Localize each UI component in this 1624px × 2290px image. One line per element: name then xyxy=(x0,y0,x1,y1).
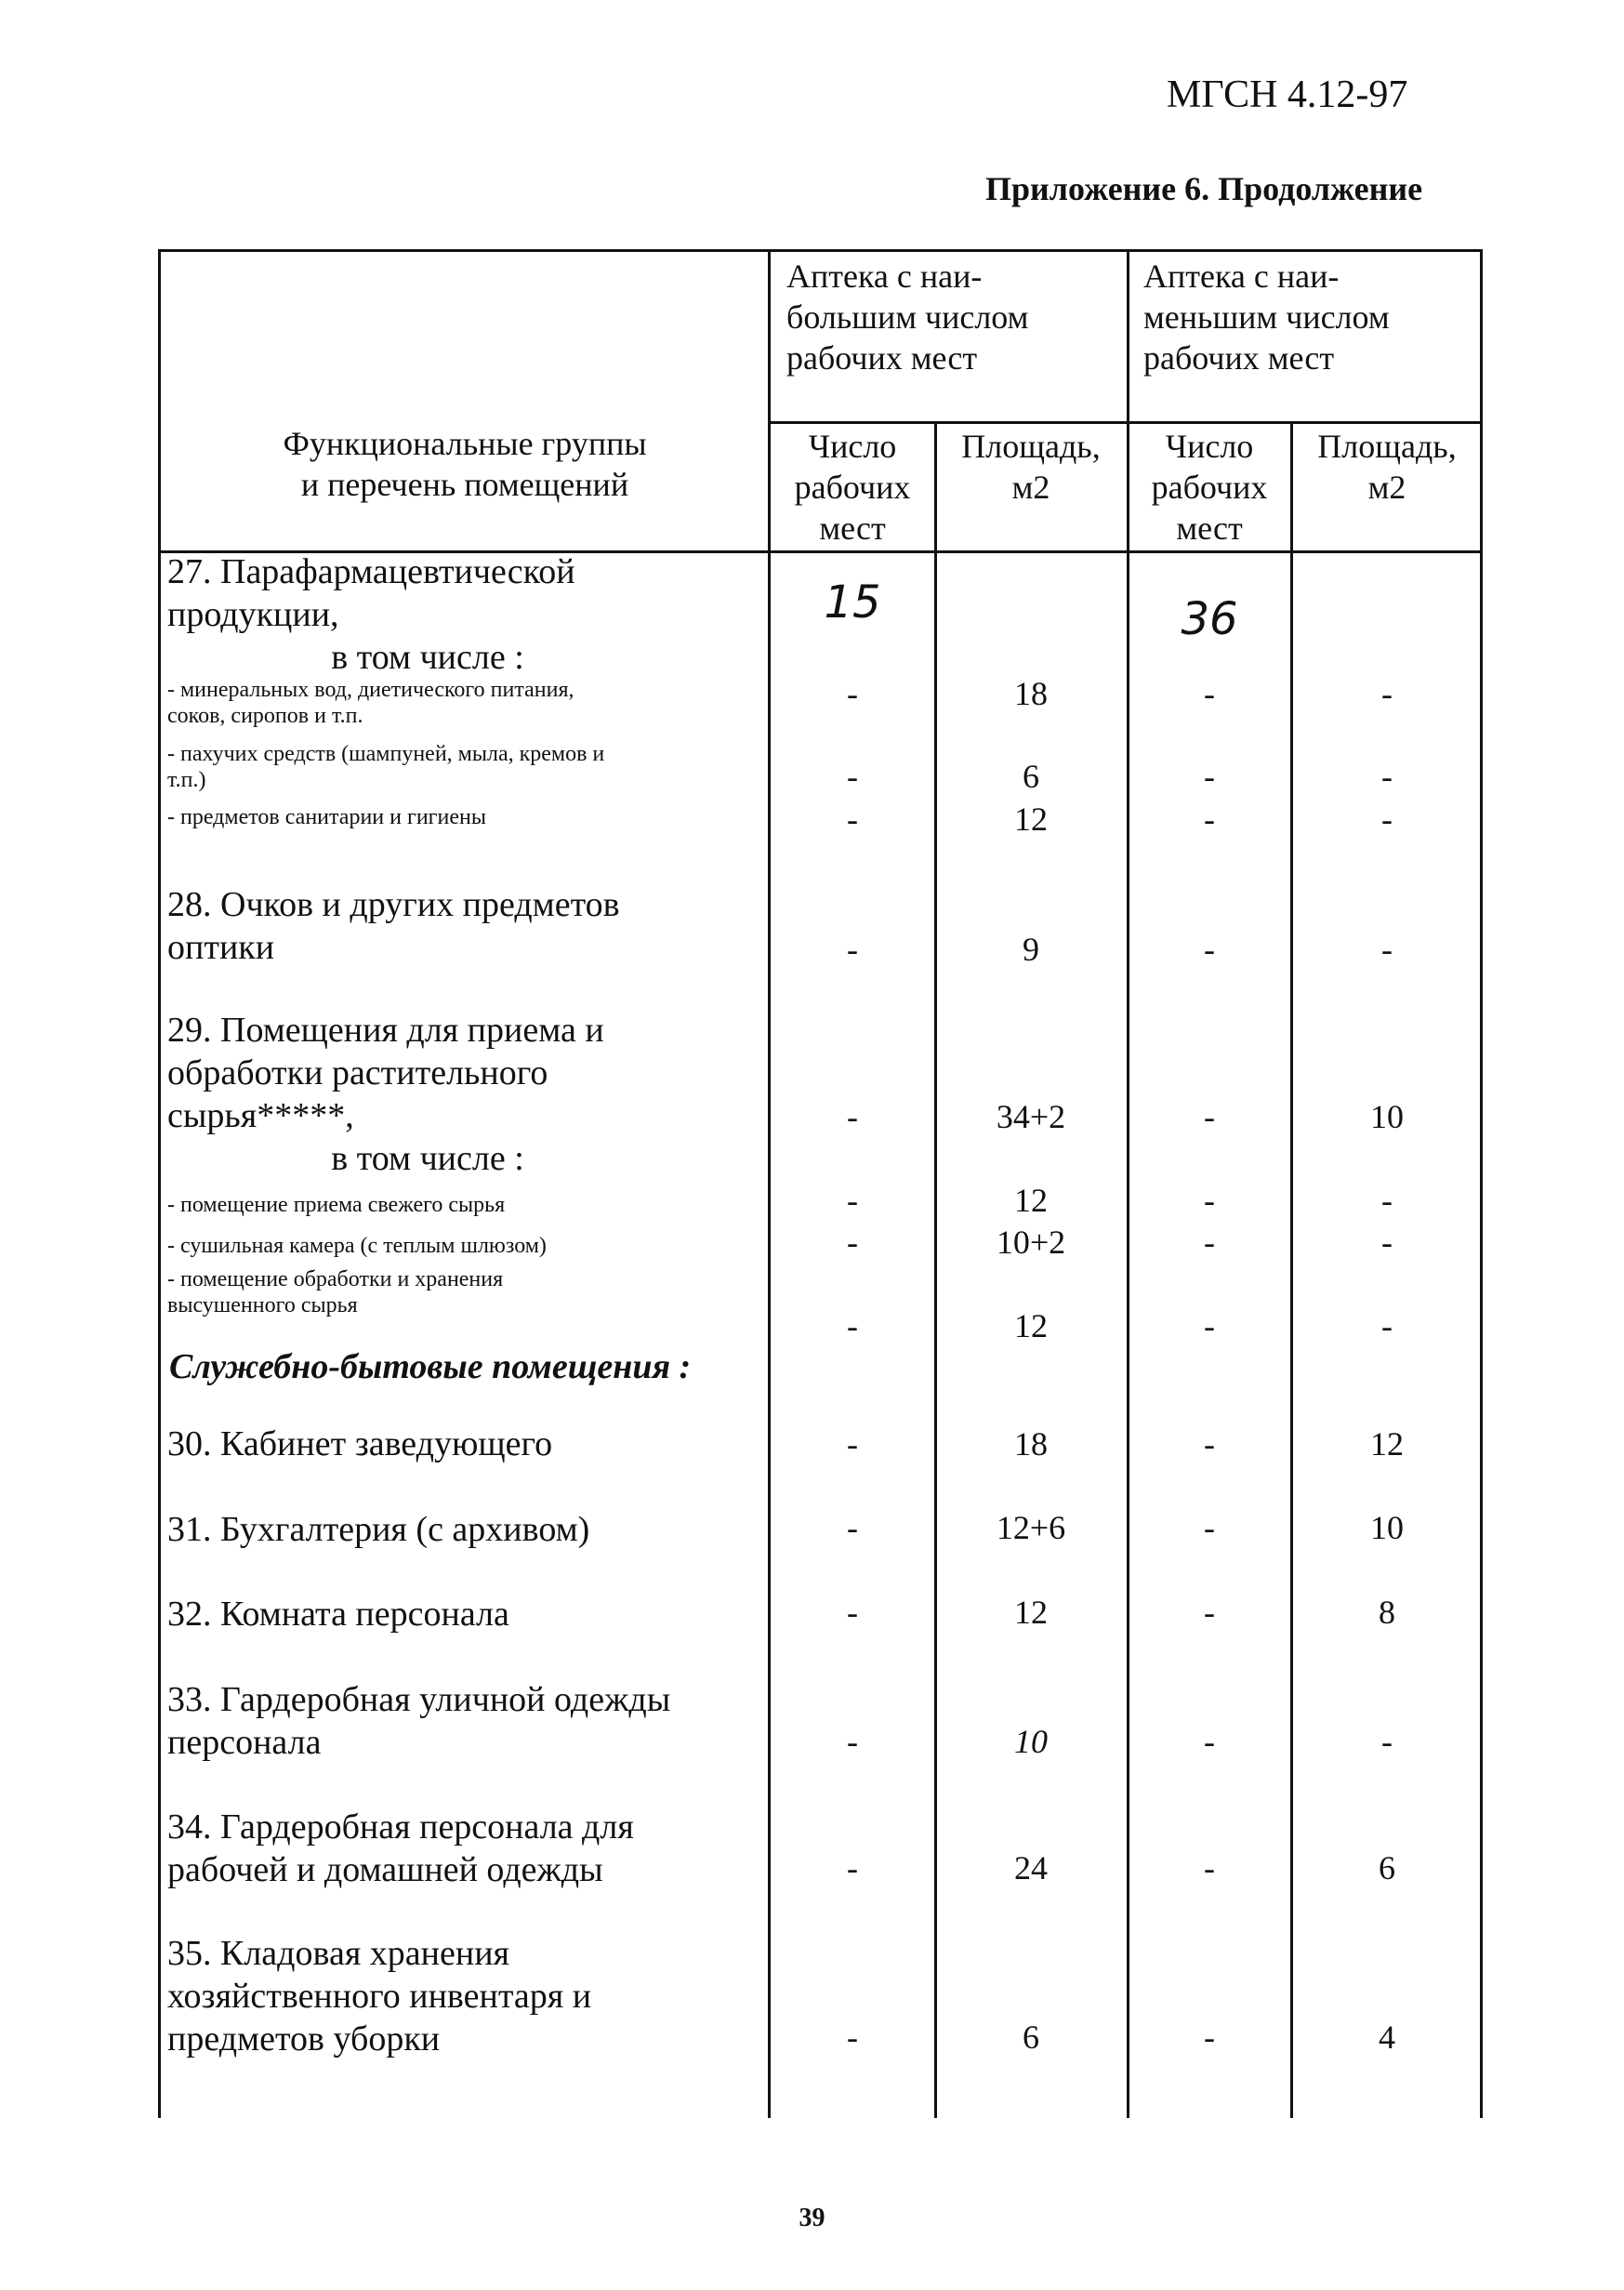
cell: - xyxy=(1204,1307,1215,1344)
cell: - xyxy=(1381,1307,1393,1344)
cell-workplaces-large: 15 xyxy=(824,576,881,629)
cell: - xyxy=(847,1594,858,1631)
cell: - xyxy=(1204,1224,1215,1261)
page-number: 39 xyxy=(799,2204,825,2232)
row-title: 33. Гардеробная уличной одежды персонала xyxy=(167,1680,671,1762)
cell: - xyxy=(847,1509,858,1546)
cell: 4 xyxy=(1379,2019,1395,2056)
group-header-separator xyxy=(768,421,1483,424)
header-group-largest: Аптека с наи- большим числом рабочих мест xyxy=(786,258,1029,377)
cell: - xyxy=(1204,675,1215,712)
cell: 8 xyxy=(1379,1594,1395,1631)
table-top-border xyxy=(158,249,1483,252)
subcol-divider-2 xyxy=(1290,423,1293,2118)
group-divider-1 xyxy=(768,249,771,2118)
cell: - xyxy=(1204,1509,1215,1546)
header-main: Функциональные группы и перечень помещений xyxy=(283,425,647,503)
cell: 12 xyxy=(1370,1425,1404,1463)
subcol-divider-1 xyxy=(934,423,937,2118)
cell: 6 xyxy=(1023,2019,1039,2056)
cell: 18 xyxy=(1014,1425,1048,1463)
cell: - xyxy=(1381,1224,1393,1261)
cell: 10 xyxy=(1370,1098,1404,1135)
cell: - xyxy=(1204,1182,1215,1219)
document-code: МГСН 4.12-97 xyxy=(1167,73,1408,116)
header-area-1: Площадь, м2 xyxy=(961,428,1101,506)
row-title: 27. Парафармацевтической продукции, xyxy=(167,552,575,634)
cell: 12 xyxy=(1014,1182,1048,1219)
cell: 34+2 xyxy=(996,1098,1066,1135)
row-title: 29. Помещения для приема и обработки растительного сырья*****, xyxy=(167,1011,604,1135)
cell: - xyxy=(847,675,858,712)
row-title: 28. Очков и других предметов оптики xyxy=(167,885,620,967)
cell: - xyxy=(847,1098,858,1135)
cell: - xyxy=(847,1849,858,1886)
cell: - xyxy=(1204,1849,1215,1886)
cell: - xyxy=(1204,1425,1215,1463)
cell: - xyxy=(847,1307,858,1344)
row-title: 34. Гардеробная персонала для рабочей и домашней одежды xyxy=(167,1807,634,1889)
cell: 18 xyxy=(1014,675,1048,712)
row-subitem: - минеральных вод, диетического питания, соков, сиропов и т.п. xyxy=(167,678,574,728)
cell: - xyxy=(1204,931,1215,968)
table-right-border xyxy=(1480,249,1483,2118)
cell: 10 xyxy=(1014,1723,1048,1760)
cell: 12 xyxy=(1014,801,1048,838)
row-subitem: - предметов санитарии и гигиены xyxy=(167,805,486,829)
cell: - xyxy=(847,2019,858,2056)
section-heading: Служебно-бытовые помещения : xyxy=(169,1347,692,1386)
row-subitem: - сушильная камера (с теплым шлюзом) xyxy=(167,1234,547,1258)
cell: - xyxy=(1204,1098,1215,1135)
row-title: 31. Бухгалтерия (с архивом) xyxy=(167,1510,590,1549)
header-workplaces-2: Число рабочих мест xyxy=(1151,428,1268,547)
cell: 12 xyxy=(1014,1594,1048,1631)
row-subtitle: в том числе : xyxy=(331,1139,524,1178)
row-title: 30. Кабинет заведующего xyxy=(167,1424,553,1463)
cell: - xyxy=(1204,1594,1215,1631)
cell: 6 xyxy=(1379,1849,1395,1886)
header-group-smallest: Аптека с наи- меньшим числом рабочих мест xyxy=(1143,258,1390,377)
cell: 10 xyxy=(1370,1509,1404,1546)
cell: - xyxy=(1381,1723,1393,1760)
cell: - xyxy=(1204,758,1215,795)
cell: - xyxy=(1381,675,1393,712)
table-left-border xyxy=(158,249,161,2118)
cell: - xyxy=(1381,931,1393,968)
appendix-title: Приложение 6. Продолжение xyxy=(985,170,1423,207)
cell: - xyxy=(847,1723,858,1760)
cell: 9 xyxy=(1023,931,1039,968)
row-subitem: - пахучих средств (шампуней, мыла, кремов и т.п.) xyxy=(167,742,605,792)
cell: 24 xyxy=(1014,1849,1048,1886)
row-title: 32. Комната персонала xyxy=(167,1595,509,1634)
cell: 12 xyxy=(1014,1307,1048,1344)
cell-workplaces-small: 36 xyxy=(1181,593,1238,645)
row-subtitle: в том числе : xyxy=(331,638,524,677)
cell: - xyxy=(847,758,858,795)
group-divider-2 xyxy=(1127,249,1129,2118)
cell: - xyxy=(847,1224,858,1261)
header-workplaces-1: Число рабочих мест xyxy=(794,428,911,547)
cell: - xyxy=(847,1425,858,1463)
row-title: 35. Кладовая хранения хозяйственного инвентаря и предметов уборки xyxy=(167,1934,592,2058)
cell: 10+2 xyxy=(996,1224,1066,1261)
row-subitem: - помещение приема свежего сырья xyxy=(167,1193,506,1217)
cell: - xyxy=(1381,758,1393,795)
row-subitem: - помещение обработки и хранения высушенного сырья xyxy=(167,1267,504,1317)
cell: - xyxy=(1204,2019,1215,2056)
cell: - xyxy=(847,931,858,968)
cell: - xyxy=(1204,1723,1215,1760)
cell: - xyxy=(1381,801,1393,838)
cell: - xyxy=(1204,801,1215,838)
cell: - xyxy=(847,1182,858,1219)
cell: 6 xyxy=(1023,758,1039,795)
header-area-2: Площадь, м2 xyxy=(1317,428,1457,506)
cell: 12+6 xyxy=(996,1509,1066,1546)
cell: - xyxy=(847,801,858,838)
cell: - xyxy=(1381,1182,1393,1219)
